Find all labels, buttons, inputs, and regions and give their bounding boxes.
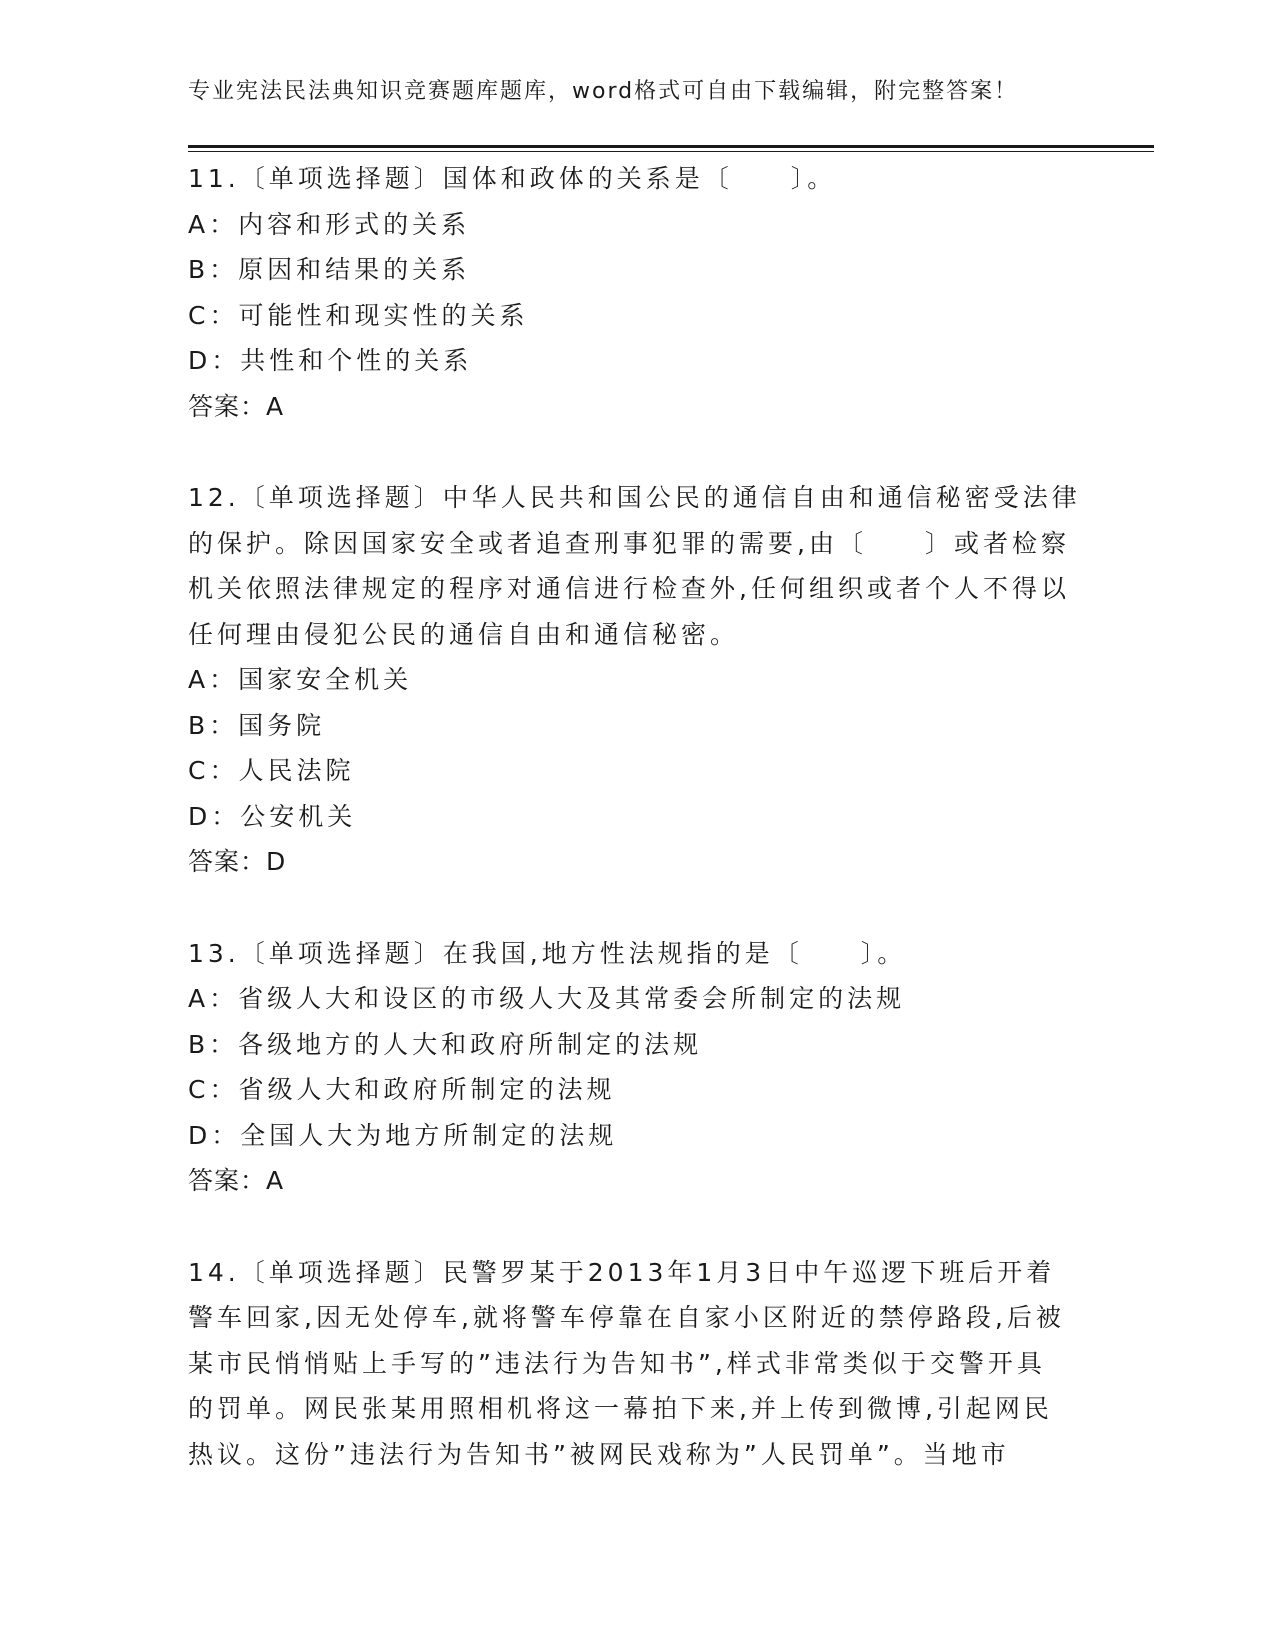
answer-row — [188, 384, 1088, 430]
option-a: A：省级人大和设区的市级人大及其常委会所制定的法规 — [188, 984, 906, 1013]
option-b: B：原因和结果的关系 — [188, 255, 471, 284]
question-stem-line: 的罚单。网民张某用照相机将这一幕拍下来,并上传到微博,引起网民 — [188, 1394, 1053, 1423]
question-list — [188, 156, 1088, 1477]
answer-label: 答案： — [188, 1166, 267, 1195]
option-a: A：国家安全机关 — [188, 665, 413, 694]
question-13 — [188, 931, 1088, 1204]
option-d: D：公安机关 — [188, 801, 357, 831]
answer-value: D — [266, 847, 286, 876]
header-rule-thick — [188, 145, 1154, 148]
question-stem-line: 热议。这份”违法行为告知书”被网民戏称为”人民罚单”。当地市 — [188, 1439, 1010, 1469]
answer-value: A — [266, 391, 284, 421]
option-b: B：国务院 — [188, 710, 326, 740]
answer-row — [188, 839, 1088, 885]
option-d: D：全国人大为地方所制定的法规 — [188, 1120, 618, 1150]
question-stem-line: 12.〔单项选择题〕中华人民共和国公民的通信自由和通信秘密受法律 — [188, 483, 1081, 512]
question-stem-line: 机关依照法律规定的程序对通信进行检查外,任何组织或者个人不得以 — [188, 574, 1070, 603]
question-stem-line: 警车回家,因无处停车,就将警车停靠在自家小区附近的禁停路段,后被 — [188, 1303, 1065, 1332]
answer-label: 答案： — [188, 391, 267, 421]
question-stem — [188, 156, 1088, 202]
answer-row — [188, 1158, 1088, 1204]
question-stem — [188, 1250, 1088, 1478]
option-c: C：可能性和现实性的关系 — [188, 300, 529, 330]
question-stem-line: 11.〔单项选择题〕国体和政体的关系是〔 〕。 — [188, 164, 837, 193]
question-stem-line: 14.〔单项选择题〕民警罗某于2013年1月3日中午巡逻下班后开着 — [188, 1257, 1056, 1287]
question-stem — [188, 931, 1088, 977]
question-stem-line: 某市民悄悄贴上手写的”违法行为告知书”,样式非常类似于交警开具 — [188, 1348, 1046, 1378]
option-b: B：各级地方的人大和政府所制定的法规 — [188, 1029, 703, 1059]
option-d: D：共性和个性的关系 — [188, 346, 473, 375]
question-11 — [188, 156, 1088, 429]
answer-value: A — [266, 1166, 284, 1195]
question-stem — [188, 475, 1088, 657]
question-12 — [188, 475, 1088, 885]
answer-label: 答案： — [188, 847, 267, 876]
option-a: A：内容和形式的关系 — [188, 209, 471, 239]
page-header: 专业宪法民法典知识竞赛题库题库，word格式可自由下载编辑，附完整答案！ — [188, 79, 1019, 104]
question-stem-line: 13.〔单项选择题〕在我国,地方性法规指的是〔 〕。 — [188, 938, 907, 968]
question-14 — [188, 1250, 1088, 1478]
option-c: C：人民法院 — [188, 756, 355, 785]
question-stem-line: 任何理由侵犯公民的通信自由和通信秘密。 — [188, 619, 740, 649]
question-stem-line: 的保护。除因国家安全或者追查刑事犯罪的需要,由〔 〕或者检察 — [188, 528, 1070, 558]
header-rule-thin — [188, 151, 1154, 152]
option-c: C：省级人大和政府所制定的法规 — [188, 1075, 616, 1104]
